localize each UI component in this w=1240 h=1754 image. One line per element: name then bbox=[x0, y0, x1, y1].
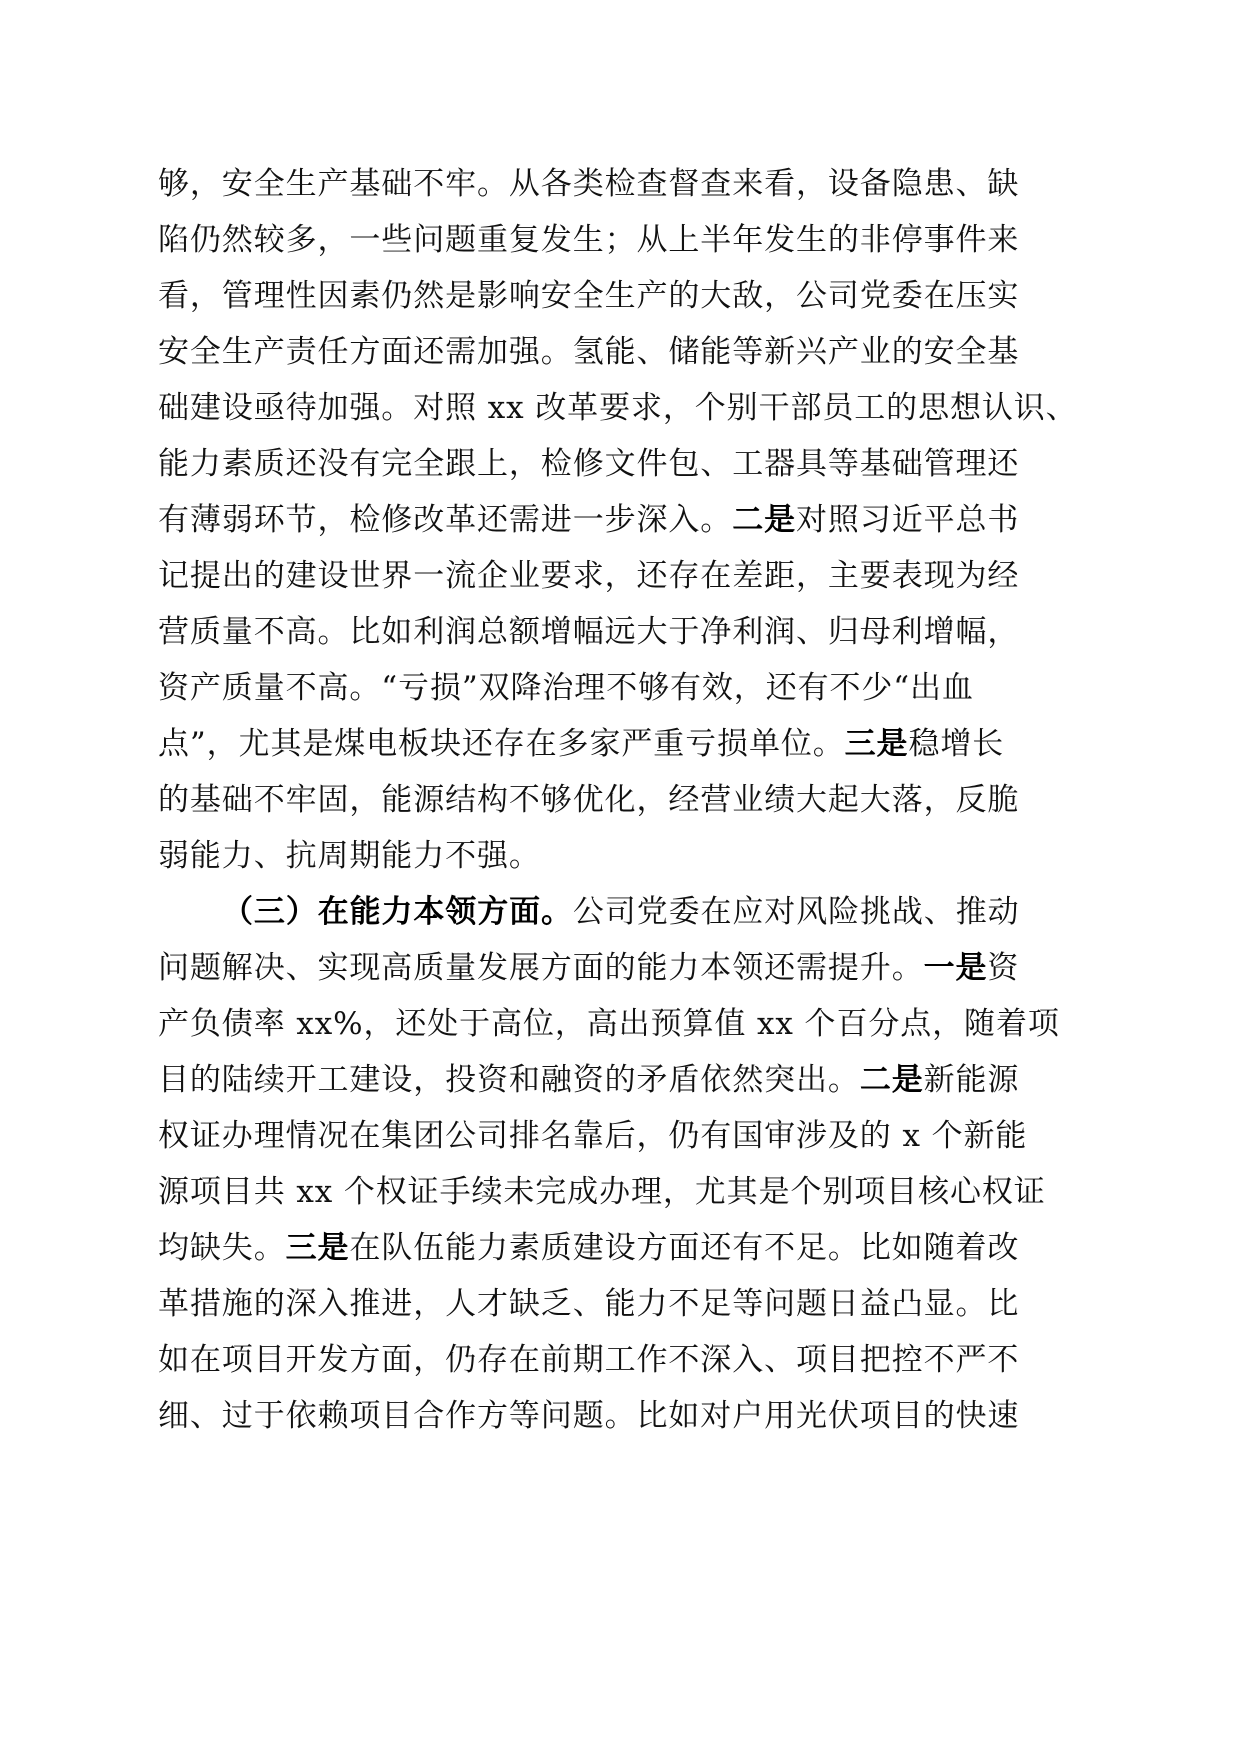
text-run: 础建设亟待加强。对照 xx 改革要求，个别干部员工的思想认识、 bbox=[158, 390, 1078, 426]
text-line bbox=[158, 1276, 1019, 1332]
bold-run: 二是 bbox=[732, 502, 797, 538]
text-run: 在队伍能力素质建设方面还有不足。比如随着改 bbox=[349, 1230, 1020, 1266]
text-line bbox=[158, 492, 1019, 548]
bold-run: 一是 bbox=[923, 950, 988, 986]
text-run: 看，管理性因素仍然是影响安全生产的大敌，公司党委在压实 bbox=[158, 278, 1020, 314]
text-line bbox=[158, 324, 1019, 380]
bold-run: 三是 bbox=[285, 1230, 350, 1266]
bold-run: 二是 bbox=[859, 1062, 924, 1098]
text-run: 产负债率 xx%，还处于高位，高出预算值 xx 个百分点，随着项 bbox=[158, 1006, 1060, 1042]
text-run: 营质量不高。比如利润总额增幅远大于净利润、归母利增幅， bbox=[158, 614, 1020, 650]
text-line bbox=[158, 828, 541, 884]
text-line bbox=[158, 1052, 1019, 1108]
text-run: 资 bbox=[987, 950, 1020, 986]
text-line bbox=[158, 380, 1078, 436]
text-line bbox=[158, 268, 1019, 324]
text-line bbox=[158, 548, 1019, 604]
text-run: 如在项目开发方面，仍存在前期工作不深入、项目把控不严不 bbox=[158, 1342, 1020, 1378]
text-line bbox=[158, 1388, 1019, 1444]
text-run: 公司党委在应对风险挑战、推动 bbox=[572, 894, 1020, 930]
text-line bbox=[158, 716, 1004, 772]
text-run: 有薄弱环节，检修改革还需进一步深入。 bbox=[158, 502, 733, 538]
text-run: 稳增长 bbox=[908, 726, 1005, 762]
section-heading-line bbox=[222, 884, 1020, 940]
section-heading: （三）在能力本领方面。 bbox=[222, 894, 573, 930]
text-run: 安全生产责任方面还需加强。氢能、储能等新兴产业的安全基 bbox=[158, 334, 1020, 370]
text-run: 点”，尤其是煤电板块还存在多家严重亏损单位。 bbox=[158, 726, 845, 762]
text-line bbox=[158, 156, 1019, 212]
bold-run: 三是 bbox=[844, 726, 909, 762]
text-line bbox=[158, 660, 974, 716]
text-line bbox=[158, 1108, 1027, 1164]
text-run: 细、过于依赖项目合作方等问题。比如对户用光伏项目的快速 bbox=[158, 1398, 1020, 1434]
text-line bbox=[158, 772, 1019, 828]
text-line bbox=[158, 604, 1019, 660]
text-line bbox=[158, 1220, 1019, 1276]
text-line bbox=[158, 436, 1019, 492]
text-run: 权证办理情况在集团公司排名靠后，仍有国审涉及的 x 个新能 bbox=[158, 1118, 1028, 1154]
text-line bbox=[158, 996, 1060, 1052]
text-run: 能力素质还没有完全跟上，检修文件包、工器具等基础管理还 bbox=[158, 446, 1020, 482]
text-run: 革措施的深入推进，人才缺乏、能力不足等问题日益凸显。比 bbox=[158, 1286, 1020, 1322]
text-run: 够，安全生产基础不牢。从各类检查督查来看，设备隐患、缺 bbox=[158, 166, 1020, 202]
text-run: 对照习近平总书 bbox=[796, 502, 1020, 538]
text-run: 问题解决、实现高质量发展方面的能力本领还需提升。 bbox=[158, 950, 924, 986]
text-line bbox=[158, 940, 1019, 996]
text-run: 陷仍然较多，一些问题重复发生；从上半年发生的非停事件来 bbox=[158, 222, 1020, 258]
text-run: 的基础不牢固，能源结构不够优化，经营业绩大起大落，反脆 bbox=[158, 782, 1020, 818]
text-run: 弱能力、抗周期能力不强。 bbox=[158, 838, 541, 874]
text-run: 记提出的建设世界一流企业要求，还存在差距，主要表现为经 bbox=[158, 558, 1020, 594]
text-line bbox=[158, 1332, 1019, 1388]
text-line bbox=[158, 212, 1019, 268]
text-run: 源项目共 xx 个权证手续未完成办理，尤其是个别项目核心权证 bbox=[158, 1174, 1046, 1210]
text-run: 目的陆续开工建设，投资和融资的矛盾依然突出。 bbox=[158, 1062, 860, 1098]
text-run: 新能源 bbox=[923, 1062, 1020, 1098]
text-line bbox=[158, 1164, 1046, 1220]
text-run: 资产质量不高。“亏损”双降治理不够有效，还有不少“出血 bbox=[158, 670, 974, 706]
text-run: 均缺失。 bbox=[158, 1230, 286, 1266]
